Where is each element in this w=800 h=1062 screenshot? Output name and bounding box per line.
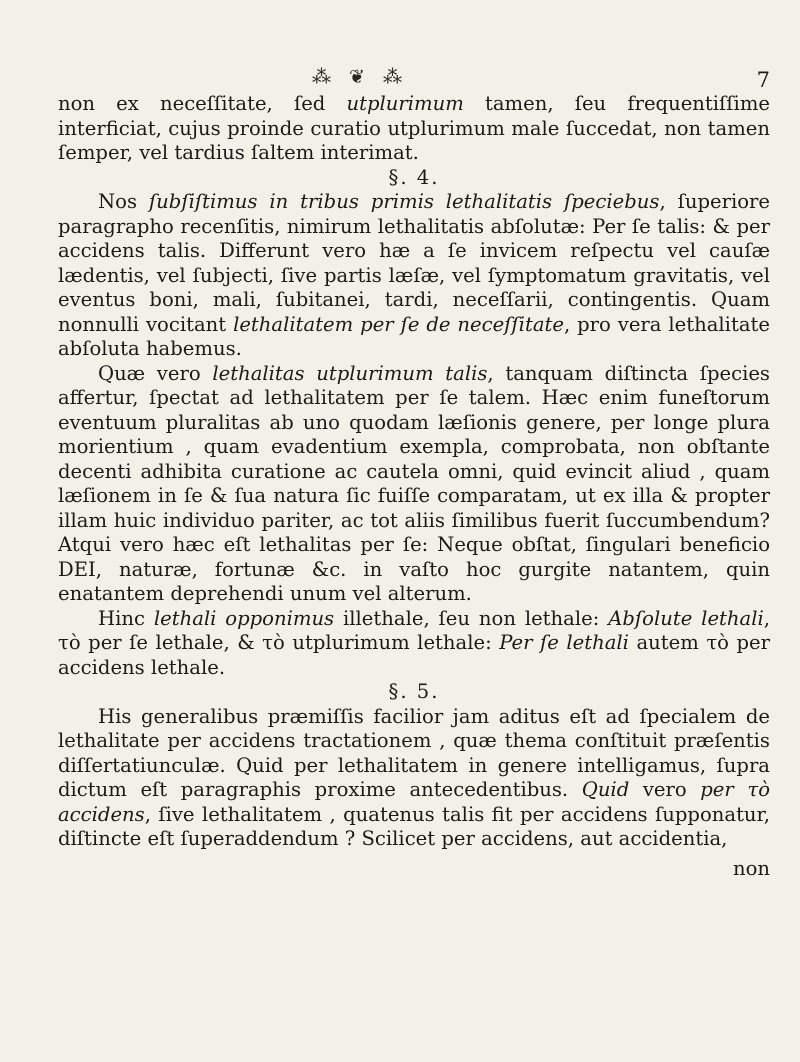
text-run: non ex neceſſitate, ſed	[58, 92, 347, 115]
paragraph	[58, 190, 770, 362]
text-run: illethale, ſeu non lethale:	[334, 606, 609, 630]
paragraph	[58, 705, 770, 852]
italic-text: utplurimum	[346, 92, 464, 115]
text-run: , ſuperiore paragrapho recenſitis, nimirum lethalitatis abſolutæ: Per ſe talis: & per accidens talis. Differunt vero hæ a ſe invicem reſpectu vel cauſæ lædentis, vel ſubjecti, ſive partis læſæ, vel ſymptomatum gravitatis, vel eventus boni, mali, ſubitanei, tardi, neceſſarii, contingentis. Quam nonnulli vocitant	[58, 190, 771, 336]
body-text	[58, 92, 770, 852]
paragraph	[58, 92, 770, 166]
italic-text: Per ſe lethali	[499, 631, 629, 654]
text-run: His generalibus præmiſſis facilior jam aditus eſt ad ſpecialem de lethalitate per accidens tractationem , quæ thema conſtituit præſentis diſſertatiunculæ. Quid per lethalitatem in genere intelligamus, ſupra dictum eſt paragraphis proxime antecedentibus.	[58, 704, 770, 801]
page-number: 7	[756, 68, 770, 92]
italic-text: lethalitatem per ſe de neceſſitate	[233, 312, 564, 336]
section-heading: §. 5.	[388, 680, 440, 703]
paragraph	[58, 607, 770, 681]
italic-text: lethalitas utplurimum talis	[212, 361, 488, 385]
text-run: Hinc	[98, 606, 154, 630]
paragraph	[58, 362, 770, 607]
section-heading: §. 4.	[388, 165, 440, 189]
document-page	[58, 52, 771, 880]
text-run: vero	[629, 778, 701, 801]
italic-text: per τὸ accidens	[58, 778, 770, 826]
text-run: Nos	[98, 190, 149, 213]
header-ornament: ⁂ ❦ ⁂	[312, 66, 408, 88]
text-run: , ſive lethalitatem , quatenus talis fit per accidens ſupponatur, diſtincte eſt ſuperaddendum ? Scilicet per accidens, aut accidentia,	[58, 802, 770, 850]
italic-text: Quid	[581, 778, 630, 801]
text-run: tamen, ſeu frequentiſſime interficiat, cujus proinde curatio utplurimum male ſuccedat, non tamen ſemper, vel tardius ſaltem interimat.	[58, 92, 770, 164]
text-run: Quæ vero	[98, 361, 213, 385]
text-run: , pro vera lethalitate abſoluta habemus.	[58, 312, 770, 360]
page-header	[58, 52, 770, 92]
text-run: autem τὸ per accidens lethale.	[58, 631, 770, 679]
italic-text: lethali opponimus	[153, 606, 335, 630]
italic-text: Abſolute lethali	[608, 606, 764, 630]
text-run: , tanquam diſtincta ſpecies affertur, ſpectat ad lethalitatem per ſe talem. Hæc enim funeſtorum eventuum pluralitas ab uno quodam læſionis genere, per longe plura morientium , quam evadentium exempla, comprobata, non obſtante decenti adhibita curatione ac cautela omni, quid evincit aliud , quam læſionem in ſe & ſua natura ſic fuiſſe comparatam, ut ex illa & propter illam huic individuo pariter, ac tot aliis ſimilibus fuerit ſuccumbendum? Atqui vero hæc eſt lethalitas per ſe: Neque obſtat, ſingulari beneficio DEI, naturæ, fortunæ &c. in vaſto hoc gurgite natantem, quin enatantem deprehendi unum vel alterum.	[58, 361, 770, 605]
text-run: , τὸ per ſe lethale, & τὸ utplurimum lethale:	[58, 606, 770, 654]
italic-text: ſubſiſtimus in tribus primis lethalitatis ſpeciebus	[148, 190, 660, 213]
catchword: non	[732, 856, 770, 880]
